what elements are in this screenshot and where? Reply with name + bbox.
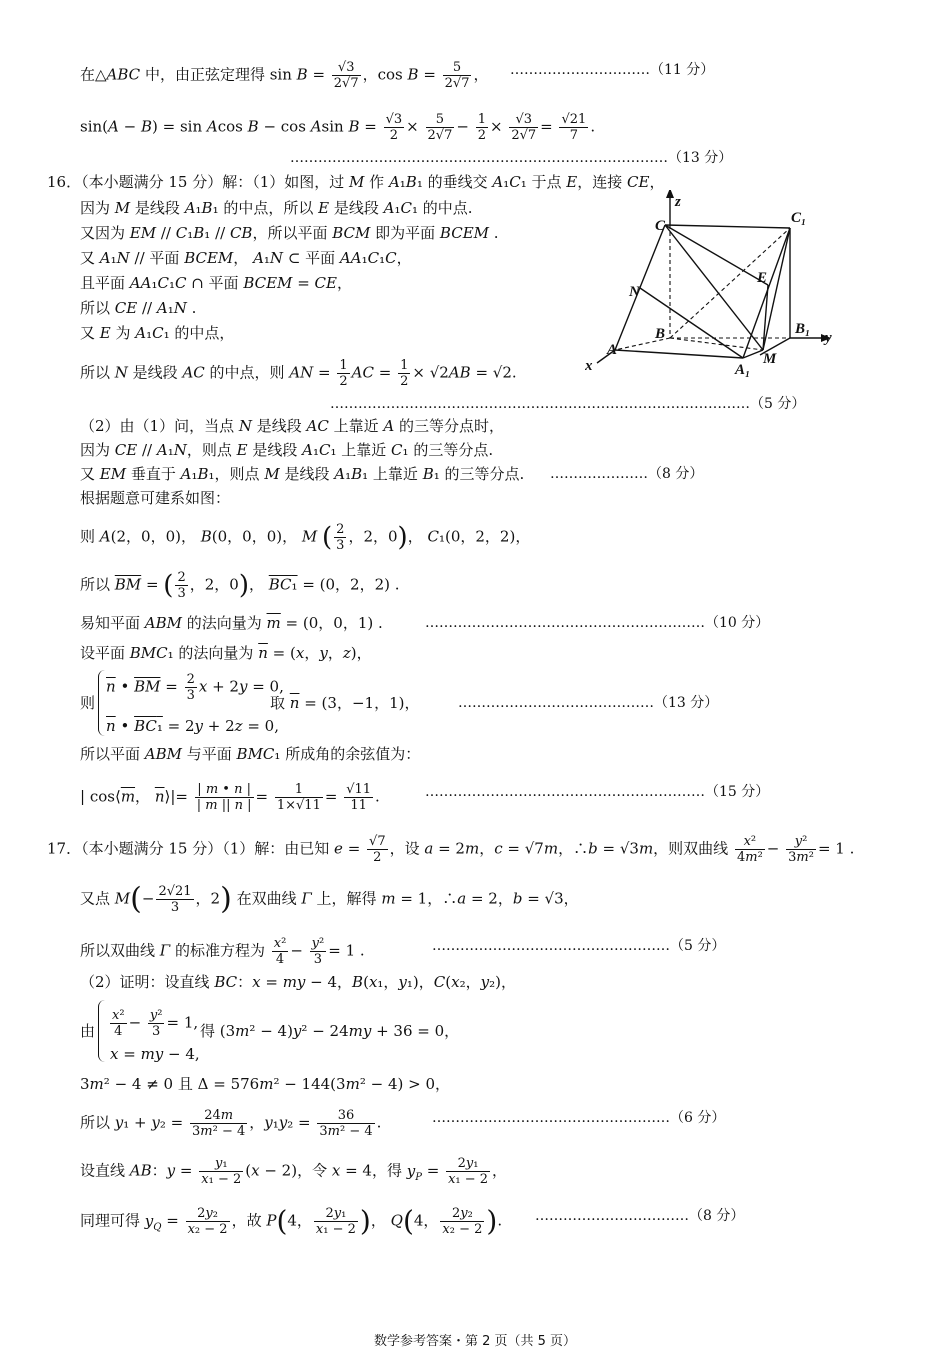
edge-aa1 xyxy=(615,350,743,358)
q16-line-h: （2）由（1）问，当点 N 是线段 AC 上靠近 A 的三等分点时， xyxy=(80,417,505,435)
text-line-1: 在△ABC 中，由正弦定理得 sin B = $\frac{√3}{2√7}$ ，cos B = $\frac{5}{2√7}$ ， xyxy=(80,60,489,91)
page-footer: 数学参考答案・第 2 页（共 5 页） xyxy=(373,1334,577,1349)
q17-line-h: 同理可得 $y_Q$ = $\frac{\text{2y₂}}{\text{x₂ − 2}}$ ，故 P(4， $\frac{\text{2y₁}}{\text{x₁ − 2}}$ )， Q(4， $\frac{\text{2y₂}}{\text{x₂ − 2}}$ ). xyxy=(80,1204,503,1238)
score-5-a: ………………………………………………………………………………（5 分） xyxy=(330,396,806,412)
q17-line-c: （2）证明：设直线 BC：x = my − 4，B(x₁，y₁)，C(x₂，y₂)， xyxy=(80,973,516,991)
label-n: N xyxy=(629,284,640,300)
q17-system-eq2: x = my − 4, xyxy=(110,1045,200,1063)
q17-system-brace xyxy=(98,1000,105,1062)
prism-figure xyxy=(585,190,835,380)
q16-system-take: 取 $\overline{n} = (3$，−1，1)， xyxy=(270,694,420,712)
q16-line-d: 且平面 AA₁C₁C ∩ 平面 BCEM = CE， xyxy=(80,274,352,292)
edge-cm xyxy=(665,225,763,350)
label-y: y xyxy=(825,330,832,346)
score-8-a: …………………（8 分） xyxy=(550,466,704,482)
edge-bc1-dashed xyxy=(670,228,790,338)
edge-na1 xyxy=(640,288,743,358)
label-b: B xyxy=(655,326,666,342)
q16-line-n: 易知平面 ABM 的法向量为 $\overline{m} = (0$，0，1) . xyxy=(80,614,383,632)
edge-cc1 xyxy=(665,225,790,228)
q16-line-r: | $\cos⟨\overline{m}$， $\overline{n}⟩|=$ $\frac{| m • n |}{| m || n |}$ = $\frac{1}{1\times√11}$ = $\frac{√11}{11}$ . xyxy=(80,782,380,813)
label-z: z xyxy=(675,194,681,210)
text-line-2: sin(A − B) = sin Acos B − cos Asin B = $\frac{√3}{2}$ × $\frac{5}{2√7}$ − $\frac{1}{2}$ × $\frac{√3}{2√7}$ = $\frac{√21}{7}$ . xyxy=(80,112,596,143)
score-13-b: ……………………………………（13 分） xyxy=(458,695,719,711)
q17-line-f: 所以 y₁ + y₂ = $\frac{24m}{\text{3m² − 4}}$ ，y₁y₂ = $\frac{36}{\text{3m² − 4}}$ . xyxy=(80,1108,382,1139)
q16-system-eq1: $\overline{n}$ • $\overline{BM}$ = $\frac{2}{3}$ x + 2y = 0, xyxy=(106,672,284,703)
q17-system-label: 由 xyxy=(80,1022,96,1040)
q16-line-q: 所以平面 ABM 与平面 BMC₁ 所成角的余弦值为： xyxy=(80,745,421,763)
q17-system-eq1: $\frac{\text{x²}}{4}$ − $\frac{\text{y²}}{3}$ = 1, xyxy=(112,1008,199,1039)
q16-line-i: 因为 CE // A₁N，则点 E 是线段 A₁C₁ 上靠近 C₁ 的三等分点. xyxy=(80,441,494,459)
score-10: ……………………………………………………（10 分） xyxy=(425,615,770,631)
q16-line-c: 又 A₁N // 平面 BCEM， A₁N ⊂ 平面 AA₁C₁C， xyxy=(80,249,412,267)
q16-line-g: 所以 N 是线段 AC 的中点，则 AN = $\frac{1}{2}$ AC = $\frac{1}{2}$ × √2AB = √2. xyxy=(80,358,517,389)
q16-line-m: 所以 $\overline{BM}$ = ( $\frac{2}{3}$ ，2，0)， BC₁ = (0，2，2) . xyxy=(80,570,400,601)
q16-system-eq2: $\overline{n}$ • BC₁ = 2y + 2z = 0, xyxy=(106,717,279,735)
score-11: …………………………（11 分） xyxy=(510,62,715,78)
edge-ce xyxy=(665,225,768,285)
score-5-b: ……………………………………………（5 分） xyxy=(432,938,726,954)
score-8-b: ……………………………（8 分） xyxy=(535,1208,745,1224)
q17-line-g: 设直线 AB：y = $\frac{\text{y₁}}{\text{x₁ − 2}}$ (x − 2)，令 x = 4，得 $y_P$ = $\frac{\text{2y₁}}{\text{x₁ − 2}}$ ， xyxy=(80,1156,508,1187)
score-6: ……………………………………………（6 分） xyxy=(432,1110,726,1126)
label-a1: A₁ xyxy=(735,362,751,378)
label-c1: C₁ xyxy=(791,210,807,226)
q16-system-label: 则 xyxy=(80,694,96,712)
q16-line-f: 又 E 为 A₁C₁ 的中点， xyxy=(80,324,235,342)
q17-line-a: 又点 M(− $\frac{2√21}{3}$ ，2) 在双曲线 Γ 上，解得 m = 1，∴a = 2，b = √3， xyxy=(80,881,579,917)
q16-line-a: 因为 M 是线段 A₁B₁ 的中点，所以 E 是线段 A₁C₁ 的中点. xyxy=(80,199,473,217)
q16-line-b: 又因为 EM // C₁B₁ // CB，所以平面 BCM 即为平面 BCEM . xyxy=(80,224,499,242)
score-13-a: ………………………………………………………………………（13 分） xyxy=(290,150,733,166)
score-15: ……………………………………………………（15 分） xyxy=(425,784,770,800)
q16-line-j: 又 EM 垂直于 A₁B₁，则点 M 是线段 A₁B₁ 上靠近 B₁ 的三等分点. xyxy=(80,465,525,483)
label-a: A xyxy=(607,342,618,358)
q17-line-b: 所以双曲线 Γ 的标准方程为 $\frac{\text{x²}}{4}$ − $\frac{\text{y²}}{3}$ = 1 . xyxy=(80,936,365,967)
q16-line-l: 则 A(2，0，0)， B(0，0，0)， M ( $\frac{2}{3}$ ，2，0)， C₁(0，2，2)， xyxy=(80,522,531,553)
label-c: C xyxy=(655,218,666,234)
q16-line-e: 所以 CE // A₁N . xyxy=(80,299,197,317)
label-b1: B₁ xyxy=(795,321,811,337)
z-arrow xyxy=(666,190,674,198)
q17-system-result: 得 (3m² − 4)y² − 24my + 36 = 0， xyxy=(200,1022,460,1040)
label-m: M xyxy=(763,351,777,367)
q17-heading: 17．（本小题满分 15 分）（1）解：由已知 e = $\frac{√7}{2}$ ，设 a = 2m，c = √7m，∴b = √3m，则双曲线 $\frac{\text{x²}}{\text{4m²}}$ − $\frac{\text{y²}}{\text{3m²}}$ = 1 . xyxy=(47,834,855,865)
q16-line-o: 设平面 BMC₁ 的法向量为 $\overline{n} = (x$，y，z)， xyxy=(80,644,372,662)
q16-line-k: 根据题意可建系如图： xyxy=(80,489,231,507)
q17-line-e: 3m² − 4 ≠ 0 且 Δ = 576m² − 144(3m² − 4) > 0， xyxy=(80,1075,450,1093)
q16-heading: 16．（本小题满分 15 分）解：（1）如图，过 M 作 A₁B₁ 的垂线交 A₁C₁ 于点 E，连接 CE， xyxy=(47,173,665,191)
label-x: x xyxy=(585,358,593,374)
q16-system-brace xyxy=(98,670,105,736)
label-e: E xyxy=(757,270,768,286)
